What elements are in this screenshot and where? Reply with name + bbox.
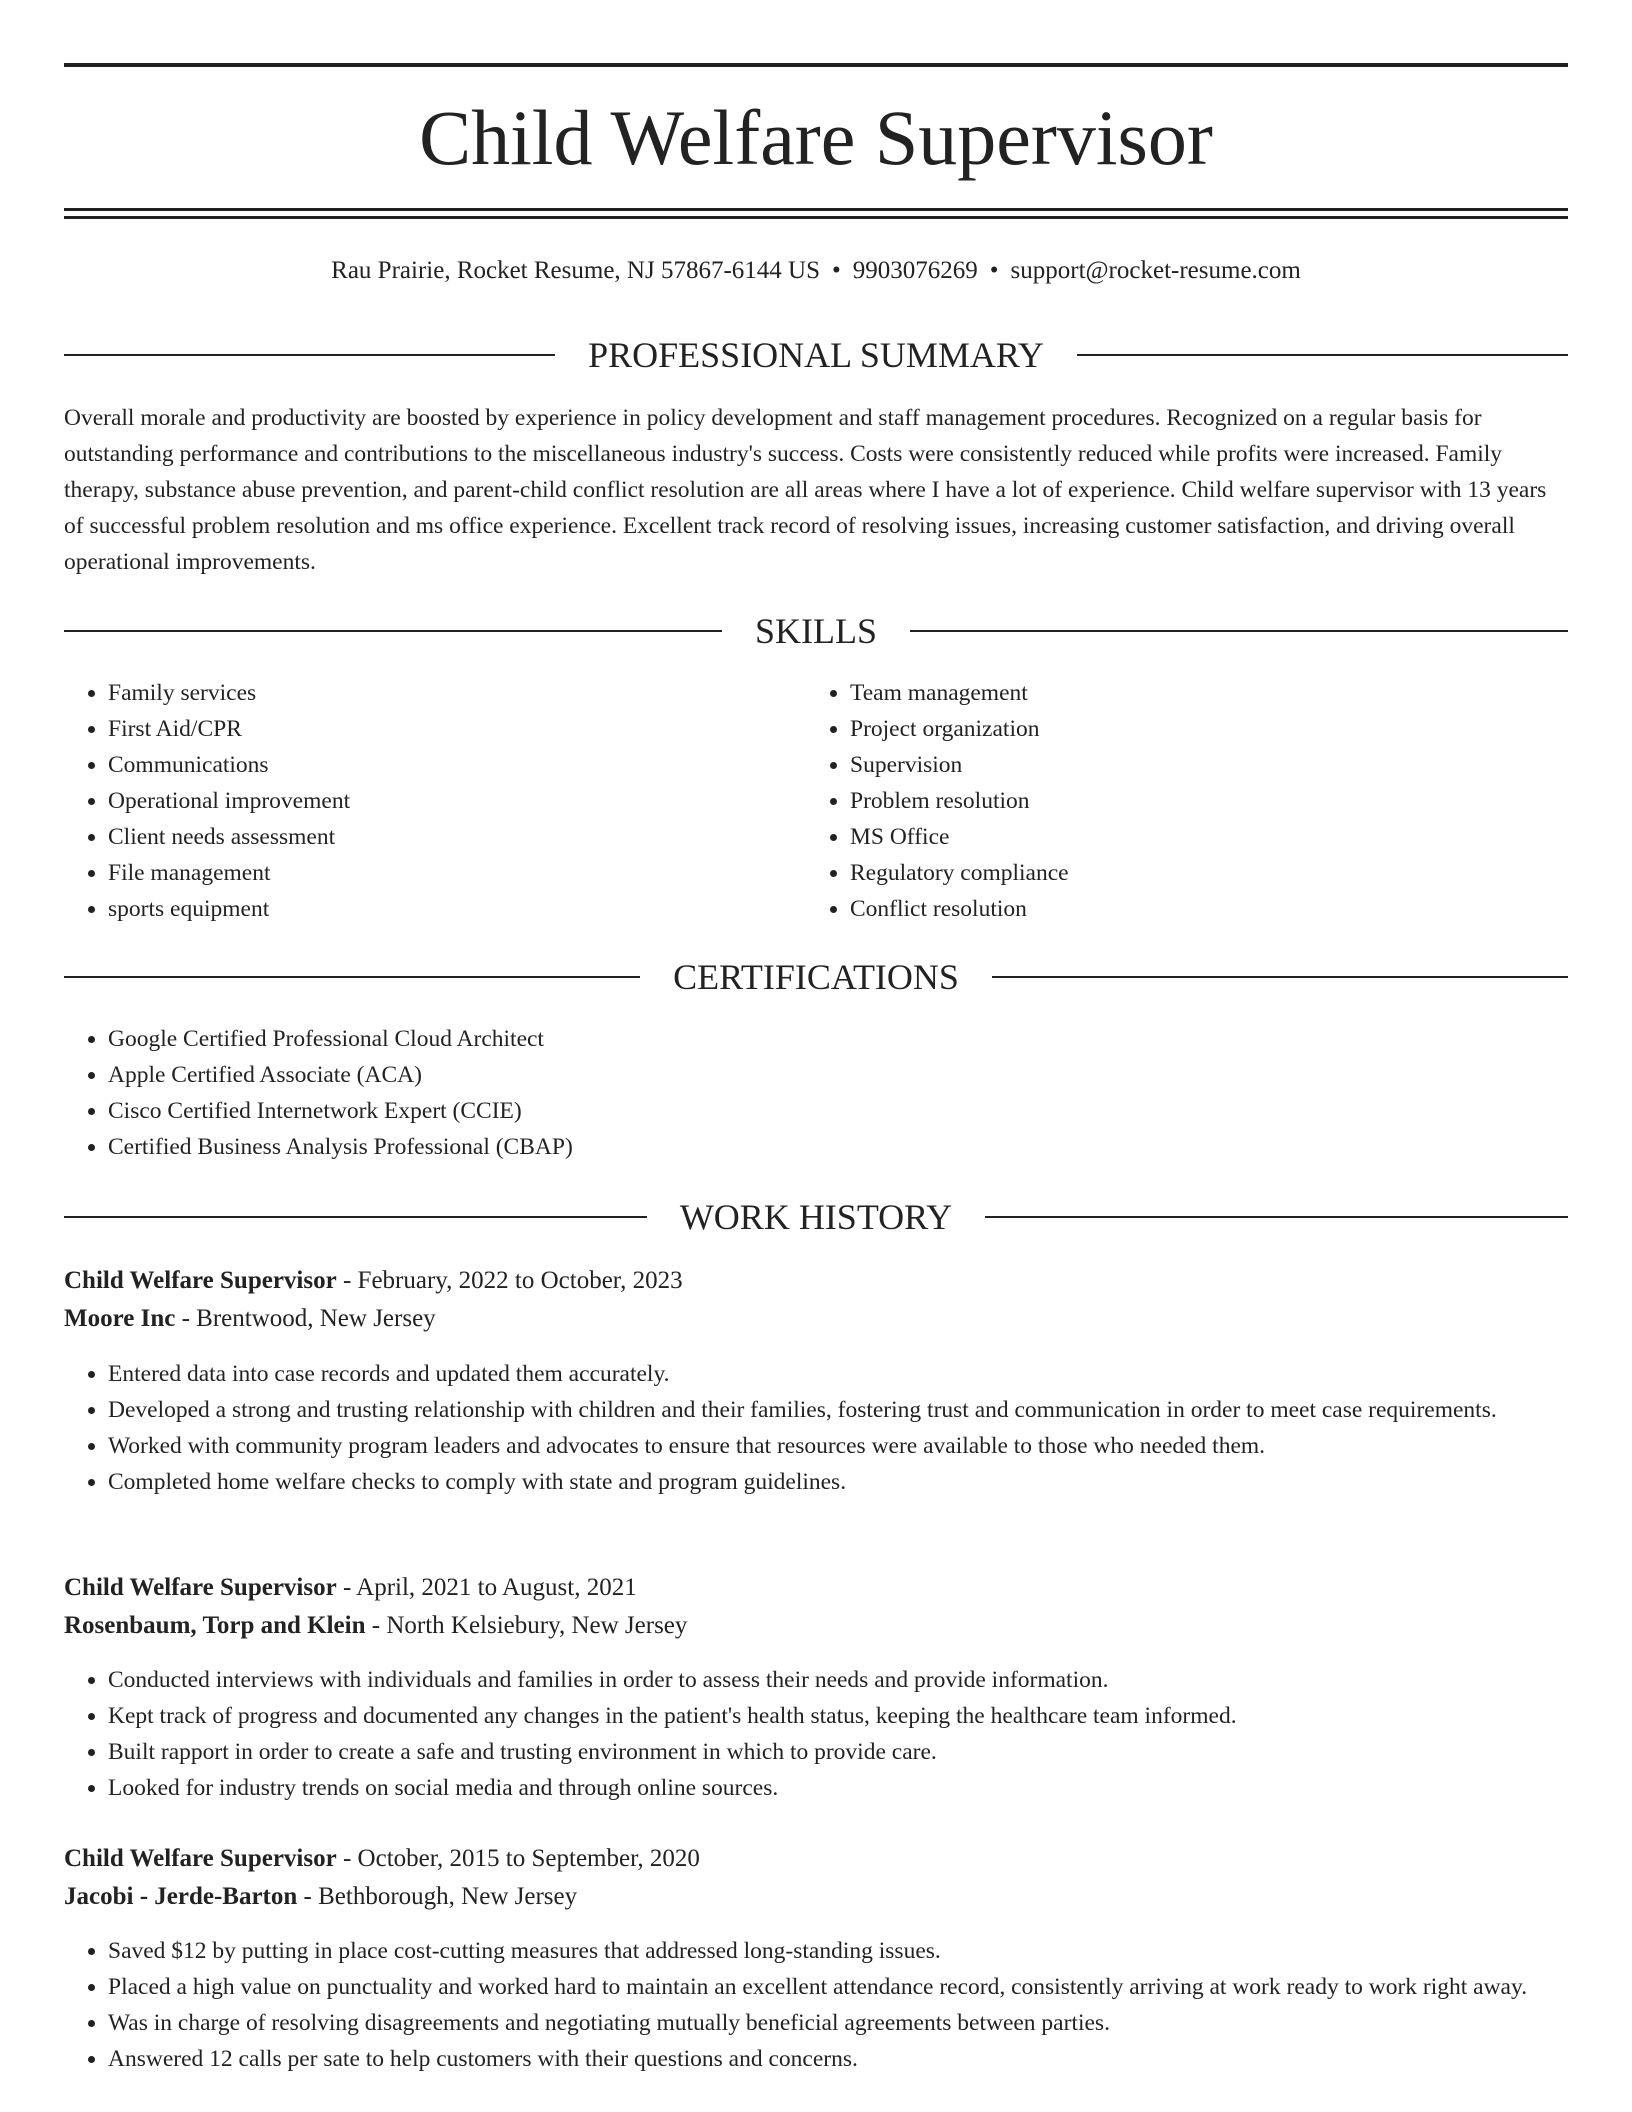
job-bullet: • Conducted interviews with individuals and families in order to assess their needs and provide information.: [108, 1662, 1568, 1698]
job-bullets: [64, 1933, 1628, 2077]
job-title-line: [64, 1262, 1568, 1300]
contact-phone: 9903076269: [852, 257, 978, 284]
job-bullet: • Was in charge of resolving disagreements and negotiating mutually beneficial agreements between parties.: [108, 2005, 1628, 2041]
job-bullet: • Saved $12 by putting in place cost-cutting measures that addressed long-standing issues.: [108, 1933, 1628, 1969]
section-title-summary: PROFESSIONAL SUMMARY: [588, 335, 1044, 375]
skill-item: • Operational improvement: [108, 783, 788, 819]
section-rule: [64, 976, 640, 978]
skill-item: • Conflict resolution: [850, 891, 1550, 927]
section-rule: [1077, 354, 1568, 356]
job-location: - Brentwood, New Jersey: [175, 1305, 436, 1332]
job-bullet: • Looked for industry trends on social media and through online sources.: [108, 1770, 1568, 1806]
job-company: Jacobi - Jerde-Barton: [64, 1883, 298, 1910]
job-dates: - October, 2015 to September, 2020: [336, 1845, 700, 1872]
skill-item: • Project organization: [850, 711, 1550, 747]
job-bullets: [64, 1356, 1568, 1500]
skill-item: • Supervision: [850, 747, 1550, 783]
job-title: Child Welfare Supervisor: [64, 1845, 337, 1872]
job-company: Rosenbaum, Torp and Klein: [64, 1612, 366, 1639]
skill-item: • sports equipment: [108, 891, 788, 927]
title-double-rule-upper: [64, 208, 1568, 211]
job-title: Child Welfare Supervisor: [64, 1574, 337, 1601]
job-bullet: • Entered data into case records and updated them accurately.: [108, 1356, 1568, 1392]
contact-line: [64, 253, 1568, 289]
section-rule: [992, 976, 1568, 978]
section-title-certifications: CERTIFICATIONS: [673, 957, 959, 997]
contact-email: support@rocket-resume.com: [1010, 257, 1301, 284]
skill-item: • File management: [108, 855, 788, 891]
title-double-rule-lower: [64, 216, 1568, 219]
skills-list-right: [806, 675, 1550, 927]
job-bullet: • Placed a high value on punctuality and worked hard to maintain an excellent attendance record, consistently arriving at work ready to work right away.: [108, 1969, 1628, 2005]
section-rule: [985, 1216, 1568, 1218]
job-bullet: • Answered 12 calls per sate to help customers with their questions and concerns.: [108, 2041, 1628, 2077]
skill-item: • First Aid/CPR: [108, 711, 788, 747]
section-rule: [64, 354, 555, 356]
job-title-line: [64, 1569, 1568, 1607]
job-company-line: [64, 1607, 1568, 1645]
job-location: - Bethborough, New Jersey: [297, 1883, 578, 1910]
section-header-skills: [64, 606, 1568, 656]
certifications-list: [64, 1021, 1508, 1165]
section-title-skills: SKILLS: [755, 611, 878, 651]
contact-separator: •: [832, 257, 841, 284]
section-rule: [910, 630, 1568, 632]
job-company-line: [64, 1878, 1568, 1916]
job-company-line: [64, 1300, 1568, 1338]
certification-item: • Certified Business Analysis Professional (CBAP): [108, 1129, 1508, 1165]
job-bullet: • Developed a strong and trusting relationship with children and their families, fostering trust and communication in order to meet case requirements.: [108, 1392, 1568, 1428]
contact-separator: •: [989, 257, 999, 284]
skill-item: • Client needs assessment: [108, 819, 788, 855]
section-rule: [64, 1216, 647, 1218]
skill-item: • MS Office: [850, 819, 1550, 855]
job-bullet: • Worked with community program leaders and advocates to ensure that resources were available to those who needed them.: [108, 1428, 1568, 1464]
certification-item: • Apple Certified Associate (ACA): [108, 1057, 1508, 1093]
contact-address: Rau Prairie, Rocket Resume, NJ 57867-6144 US: [331, 257, 820, 284]
job-location: - North Kelsiebury, New Jersey: [365, 1612, 688, 1639]
section-rule: [64, 630, 722, 632]
job-title-line: [64, 1840, 1568, 1878]
job-title: Child Welfare Supervisor: [64, 1267, 337, 1294]
section-header-summary: [64, 330, 1568, 380]
job-dates: - February, 2022 to October, 2023: [336, 1267, 683, 1294]
skill-item: • Problem resolution: [850, 783, 1550, 819]
job-company: Moore Inc: [64, 1305, 176, 1332]
skill-item: • Family services: [108, 675, 788, 711]
section-title-work-history: WORK HISTORY: [679, 1197, 953, 1237]
summary-text: Overall morale and productivity are boosted by experience in policy development and staff management procedures. Recognized on a regular basis for outstanding performance and contributions to the miscellaneous industry's success. Costs were consistently reduced while profits were increased. Family therapy, substance abuse prevention, and parent-child conflict resolution are all areas where I have a lot of experience. Child welfare supervisor with 13 years of successful problem resolution and ms office experience. Excellent track record of resolving issues, increasing customer satisfaction, and driving overall operational improvements.: [64, 405, 1547, 575]
resume-title: Child Welfare Supervisor: [419, 94, 1213, 181]
skill-item: • Team management: [850, 675, 1550, 711]
section-header-certifications: [64, 952, 1568, 1002]
skill-item: • Regulatory compliance: [850, 855, 1550, 891]
job-bullet: • Completed home welfare checks to comply with state and program guidelines.: [108, 1464, 1568, 1500]
skill-item: • Communications: [108, 747, 788, 783]
job-bullet: • Built rapport in order to create a safe and trusting environment in which to provide care.: [108, 1734, 1568, 1770]
job-dates: - April, 2021 to August, 2021: [336, 1574, 637, 1601]
certification-item: • Google Certified Professional Cloud Architect: [108, 1021, 1508, 1057]
section-header-work-history: [64, 1192, 1568, 1242]
top-rule: [64, 63, 1568, 67]
job-bullet: • Kept track of progress and documented any changes in the patient's health status, keeping the healthcare team informed.: [108, 1698, 1568, 1734]
skills-list-left: [64, 675, 788, 927]
certification-item: • Cisco Certified Internetwork Expert (CCIE): [108, 1093, 1508, 1129]
job-bullets: [64, 1662, 1568, 1806]
